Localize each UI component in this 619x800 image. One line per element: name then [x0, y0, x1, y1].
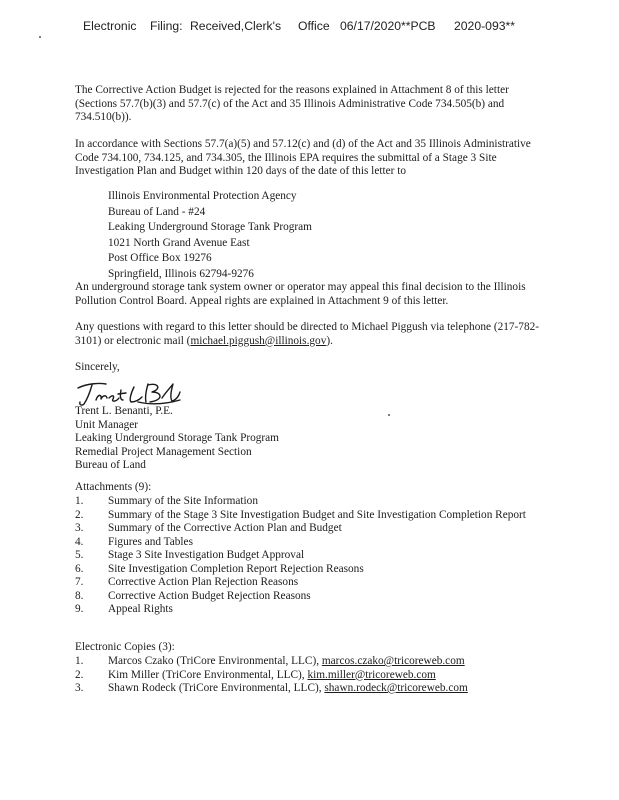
scan-speck	[39, 36, 41, 38]
paragraph-appeal: An underground storage tank system owner or operator may appeal this final decision to the Illinois Pollution Control Board. Appeal rights are explained in Attachment 9 of this letter.	[75, 281, 526, 307]
header-filing: Filing:	[150, 19, 183, 33]
header-received: Received,Clerk's	[190, 19, 282, 33]
copy-email-link[interactable]: marcos.czako@tricoreweb.com	[321, 655, 465, 667]
signatory-bureau: Bureau of Land	[75, 459, 146, 471]
list-item: 4. Figures and Tables	[75, 535, 193, 548]
signatory-name: Trent L. Benanti, P.E.	[75, 405, 173, 417]
list-item: 1. Summary of the Site Information	[75, 495, 258, 507]
electronic-copies-heading: Electronic Copies (3):	[75, 641, 175, 653]
paragraph-questions	[75, 321, 545, 348]
attachments-heading: Attachments (9):	[75, 481, 152, 493]
list-item: 1. Marcos Czako (TriCore Environmental, LLC), marcos.czako@tricoreweb.com	[75, 655, 465, 667]
header-case: 2020-093**	[454, 19, 515, 33]
copy-recipient: Marcos Czako (TriCore Environmental, LLC),	[108, 655, 322, 667]
list-item: 2. Kim Miller (TriCore Environmental, LLC), kim.miller@tricoreweb.com	[75, 668, 436, 681]
filing-header	[0, 19, 619, 35]
copy-recipient: Kim Miller (TriCore Environmental, LLC),	[108, 668, 308, 681]
copy-recipient: Shawn Rodeck (TriCore Environmental, LLC),	[108, 682, 325, 694]
address-line: Post Office Box 19276	[108, 252, 212, 264]
address-line: Springfield, Illinois 62794-9276	[108, 267, 254, 280]
attachments-list	[75, 495, 545, 617]
address-line: Illinois Environmental Protection Agency	[108, 190, 297, 202]
paragraph-submittal-requirement: In accordance with Sections 57.7(a)(5) and 57.12(c) and (d) of the Act and 35 Illinois Administrative Code 734.100, 734.125, and 734.305, the Illinois EPA requires the submittal of a Stage 3 Site Investigation Plan and Budget within 120 days of the date of this letter to	[75, 138, 531, 177]
questions-text-end: ).	[326, 334, 333, 347]
list-item: 3. Shawn Rodeck (TriCore Environmental, LLC), shawn.rodeck@tricoreweb.com	[75, 682, 468, 694]
questions-text: Any questions with regard to this letter should be directed to Michael Piggush via telephone (217-782-3101) or electronic mail (	[75, 321, 540, 347]
closing: Sincerely,	[75, 361, 120, 373]
address-line: Leaking Underground Storage Tank Program	[108, 221, 312, 233]
header-electronic: Electronic	[83, 19, 137, 33]
scan-speck	[388, 414, 390, 416]
signatory-title: Unit Manager	[75, 418, 139, 431]
list-item: 9. Appeal Rights	[75, 603, 173, 615]
address-line: 1021 North Grand Avenue East	[108, 236, 250, 249]
header-date: 06/17/2020**PCB	[340, 19, 436, 33]
paragraph-budget-rejection: The Corrective Action Budget is rejected for the reasons explained in Attachment 8 of this letter (Sections 57.7(b)(3) and 57.7(c) of the Act and 35 Illinois Administrative Code 734.505(b) and 734.510(b)).	[75, 84, 509, 123]
list-item: 7. Corrective Action Plan Rejection Reasons	[75, 576, 299, 588]
header-office: Office	[298, 19, 330, 33]
signatory-block	[75, 405, 279, 473]
list-item: 2. Summary of the Stage 3 Site Investigation Budget and Site Investigation Completion Report	[75, 508, 526, 521]
signatory-program: Leaking Underground Storage Tank Program	[75, 432, 279, 444]
list-item: 5. Stage 3 Site Investigation Budget Approval	[75, 549, 305, 561]
handwritten-signature	[76, 378, 186, 408]
copy-email-link[interactable]: kim.miller@tricoreweb.com	[307, 668, 436, 681]
contact-email-link[interactable]: michael.piggush@illinois.gov	[190, 334, 327, 347]
mailing-address	[108, 189, 312, 282]
signatory-section: Remedial Project Management Section	[75, 445, 252, 458]
copy-email-link[interactable]: shawn.rodeck@tricoreweb.com	[324, 682, 468, 694]
address-line: Bureau of Land - #24	[108, 205, 206, 218]
electronic-copies-list	[75, 655, 545, 696]
list-item: 6. Site Investigation Completion Report Rejection Reasons	[75, 562, 364, 575]
list-item: 3. Summary of the Corrective Action Plan and Budget	[75, 522, 342, 534]
list-item: 8. Corrective Action Budget Rejection Reasons	[75, 589, 311, 602]
